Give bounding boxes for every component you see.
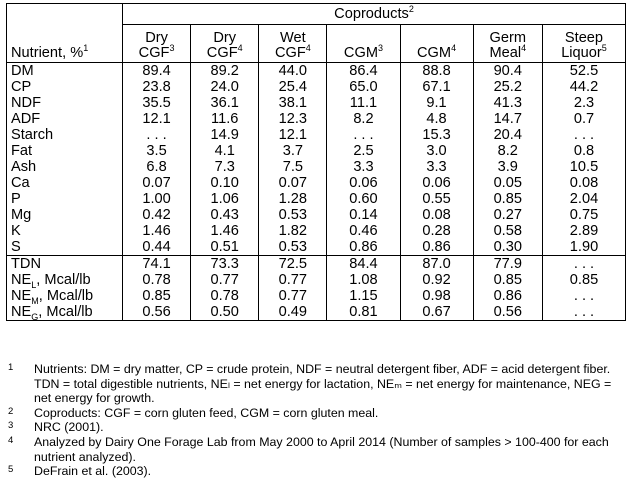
table-cell: 1.46 [123,223,191,239]
nutrient-label: NDF [11,95,41,111]
table-cell: 6.8 [123,159,191,175]
nutrient-label: P [11,191,21,207]
table-cell: 7.3 [191,159,259,175]
nutrient-unit: , Mcal/lb [38,288,94,304]
nutrient-subscript: G [31,311,39,322]
table-cell: 73.3 [191,256,259,273]
nutrient-name [7,159,123,175]
footnote [6,435,626,464]
footnote-mark: 1 [8,362,14,373]
column-header [191,25,259,63]
table-cell: 0.08 [400,207,473,223]
nutrient-name [7,223,123,239]
table-cell: 38.1 [259,95,327,111]
table-cell: 1.00 [123,191,191,207]
table-cell: 20.4 [473,127,542,143]
table-cell: 25.2 [473,79,542,95]
table-cell: 10.5 [542,159,625,175]
column-header-line2 [331,43,395,61]
column-header-name: CGF [206,45,238,61]
column-header-line2 [263,43,322,61]
nutrient-name [7,256,123,273]
header-blank-cell [7,4,123,25]
table-cell: 12.3 [259,111,327,127]
nutrient-label: CP [11,79,32,95]
table-cell: 3.3 [400,159,473,175]
column-header-footnote: 4 [451,43,457,54]
footnote-mark: 4 [8,434,14,446]
column-header [123,25,191,63]
nutrient-name [7,143,123,159]
header-row-columns [7,25,626,63]
column-header-footnote: 4 [237,43,243,54]
table-cell: 25.4 [259,79,327,95]
column-header-line2 [195,43,254,61]
column-header [259,25,327,63]
nutrient-name [7,239,123,256]
table-cell: 9.1 [400,95,473,111]
table-cell: 0.06 [400,175,473,191]
table-cell: 7.5 [259,159,327,175]
table-row [7,143,626,159]
footnote-mark: 2 [8,405,14,417]
table-row [7,304,626,321]
column-header [473,25,542,63]
column-header-line1: Dry [213,30,237,46]
table-cell: 0.60 [327,191,400,207]
table-cell: 44.0 [259,63,327,80]
table-cell: 0.44 [123,239,191,256]
table-cell: 24.0 [191,79,259,95]
nutrient-name [7,79,123,95]
footnote [6,420,626,435]
nutrient-column-header: Nutrient, %$^1$ [7,25,123,63]
column-header-footnote: 4 [305,43,311,54]
table-cell: 2.89 [542,223,625,239]
table-cell: 90.4 [473,63,542,80]
table-cell: 0.08 [542,175,625,191]
table-cell: 1.28 [259,191,327,207]
header-row-coproducts [7,4,626,25]
table-cell: 3.9 [473,159,542,175]
footnote [6,362,626,406]
table-cell: 1.08 [327,272,400,288]
table-cell: 2.5 [327,143,400,159]
table-cell: 3.0 [400,143,473,159]
nutrient-name [7,304,123,321]
table-row [7,191,626,207]
table-cell: 11.6 [191,111,259,127]
table-cell: 0.98 [400,288,473,304]
footnote-text: Coproducts: CGF = corn gluten feed, CGM = corn gluten meal. [34,405,379,420]
table-row [7,239,626,256]
table-cell: 0.86 [327,239,400,256]
table-cell: 1.46 [191,223,259,239]
table-cell: 0.55 [400,191,473,207]
column-header-name: Meal [489,45,522,61]
table-cell: 0.58 [473,223,542,239]
table-row [7,127,626,143]
table-cell: 52.5 [542,63,625,80]
column-header-footnote: 3 [169,43,175,54]
column-header-line2 [478,43,538,61]
nutrient-name [7,63,123,80]
table-cell: 4.1 [191,143,259,159]
table-cell: 1.90 [542,239,625,256]
table-cell: 0.7 [542,111,625,127]
column-header-name: CGF [274,45,306,61]
table-cell: 0.50 [191,304,259,321]
coproducts-header: Coproducts$^2$ [123,4,626,25]
table-cell: 1.06 [191,191,259,207]
nutrient-label: Starch [11,127,54,143]
footnote-mark: 5 [8,464,14,476]
table-cell: 12.1 [123,111,191,127]
column-header [327,25,400,63]
nutrient-label: Mg [11,207,32,223]
column-header-name: CGM [343,45,378,61]
table-cell: 0.67 [400,304,473,321]
column-header-line2 [405,43,469,61]
table-cell: 0.56 [473,304,542,321]
table-cell: . . . [542,288,625,304]
table-cell: 8.2 [473,143,542,159]
column-header [542,25,625,63]
table-row [7,159,626,175]
table-cell: 2.04 [542,191,625,207]
table-cell: 35.5 [123,95,191,111]
table-cell: 0.85 [123,288,191,304]
table-cell: 0.92 [400,272,473,288]
column-header-name: Liquor [561,45,602,61]
table-cell: 0.42 [123,207,191,223]
table-cell: 11.1 [327,95,400,111]
table-cell: . . . [542,256,625,273]
table-cell: 87.0 [400,256,473,273]
table-cell: 1.82 [259,223,327,239]
nutrient-label: S [11,239,21,255]
table-cell: 0.05 [473,175,542,191]
table-cell: 23.8 [123,79,191,95]
nutrient-subscript: M [31,295,39,306]
table-row [7,63,626,80]
nutrient-label: DM [11,63,34,79]
table-cell: 72.5 [259,256,327,273]
table-row [7,79,626,95]
table-cell: 0.07 [259,175,327,191]
table-cell: 3.7 [259,143,327,159]
table-cell: . . . [542,304,625,321]
nutrient-unit: , Mcal/lb [36,272,91,288]
table-cell: 0.75 [542,207,625,223]
table-row [7,256,626,273]
footnote-mark: 3 [8,420,14,432]
table-cell: 0.85 [473,272,542,288]
table-cell: 41.3 [473,95,542,111]
column-header-footnote: 5 [601,43,607,54]
nutrient-label: TDN [11,256,41,272]
table-row [7,207,626,223]
nutrient-label: K [11,223,21,239]
table-cell: 0.51 [191,239,259,256]
table-cell: 0.8 [542,143,625,159]
footnotes [6,362,626,479]
table-row [7,95,626,111]
table-row [7,288,626,304]
table-cell: 14.7 [473,111,542,127]
table-row [7,111,626,127]
table-cell: 0.78 [123,272,191,288]
nutrient-name [7,288,123,304]
column-header-footnote: 4 [521,43,527,54]
table-cell: . . . [327,127,400,143]
column-header-line2 [127,43,186,61]
column-header-line1: Wet [280,30,306,46]
column-header-line1: Steep [564,30,604,46]
table-cell: 0.85 [542,272,625,288]
nutrient-label: Ash [11,159,37,175]
table-cell: 0.30 [473,239,542,256]
table-cell: 0.53 [259,239,327,256]
nutrient-label: Ca [11,175,30,191]
column-header-line1: Dry [145,30,168,46]
table-cell: 2.3 [542,95,625,111]
nutrient-name [7,111,123,127]
table-cell: 15.3 [400,127,473,143]
nutrient-label: NE [11,288,32,304]
table-cell: 0.46 [327,223,400,239]
table-cell: 86.4 [327,63,400,80]
table-cell: . . . [123,127,191,143]
footnote-text: Analyzed by Dairy One Forage Lab from May 2000 to April 2014 (Number of samples > 100-400 for each nutrient analyzed). [34,434,609,464]
table-row [7,223,626,239]
table-cell: 0.86 [400,239,473,256]
table-cell: 0.07 [123,175,191,191]
table-cell: 0.77 [259,272,327,288]
table-cell: 0.06 [327,175,400,191]
nutrient-composition-table [6,3,626,321]
column-header-line1: Germ [489,30,527,46]
nutrient-name [7,175,123,191]
nutrient-unit: , Mcal/lb [38,304,93,320]
footnote-text: DeFrain et al. (2003). [34,464,152,479]
table-cell: 74.1 [123,256,191,273]
footnote [6,464,626,479]
table-cell: 0.14 [327,207,400,223]
nutrient-label: ADF [11,111,41,127]
table-cell: 4.8 [400,111,473,127]
nutrient-name [7,207,123,223]
nutrient-name [7,127,123,143]
table-cell: 88.8 [400,63,473,80]
table-cell: 0.86 [473,288,542,304]
table-cell: 0.81 [327,304,400,321]
table-cell: 89.2 [191,63,259,80]
nutrient-label: Fat [11,143,33,159]
table-row [7,272,626,288]
table-cell: 0.77 [259,288,327,304]
column-header [400,25,473,63]
column-header-name: CGM [417,45,452,61]
table-cell: 12.1 [259,127,327,143]
column-header-line2 [547,43,621,61]
table-cell: 0.10 [191,175,259,191]
table-cell: 0.43 [191,207,259,223]
table-cell: 3.5 [123,143,191,159]
nutrient-label: NE [11,272,32,288]
table-cell: 67.1 [400,79,473,95]
table-cell: 0.28 [400,223,473,239]
table-cell: . . . [542,127,625,143]
nutrient-name [7,191,123,207]
nutrient-name [7,95,123,111]
table-cell: 65.0 [327,79,400,95]
table-cell: 14.9 [191,127,259,143]
table-row [7,175,626,191]
table-cell: 77.9 [473,256,542,273]
table-cell: 0.53 [259,207,327,223]
nutrient-name [7,272,123,288]
table-cell: 0.56 [123,304,191,321]
table-cell: 44.2 [542,79,625,95]
footnote-text: NRC (2001). [34,420,104,435]
table-cell: 3.3 [327,159,400,175]
footnote-text: Nutrients: DM = dry matter, CP = crude protein, NDF = neutral detergent fiber, ADF = acid detergent fiber. TDN = total digestible nutrients, NEₗ = net energy for lactation, NEₘ = net energy for maintenance, NEG = net energy for growth. [34,362,612,406]
nutrient-label: NE [11,304,32,320]
table-cell: 0.77 [191,272,259,288]
table-cell: 0.27 [473,207,542,223]
table-cell: 0.78 [191,288,259,304]
footnote [6,406,626,421]
table-cell: 8.2 [327,111,400,127]
table-cell: 0.85 [473,191,542,207]
nutrient-subscript: L [31,279,37,290]
table-cell: 89.4 [123,63,191,80]
column-header-name: CGF [138,45,170,61]
table-cell: 1.15 [327,288,400,304]
table-cell: 0.49 [259,304,327,321]
column-header-footnote: 3 [377,43,383,54]
table-cell: 84.4 [327,256,400,273]
table-cell: 36.1 [191,95,259,111]
